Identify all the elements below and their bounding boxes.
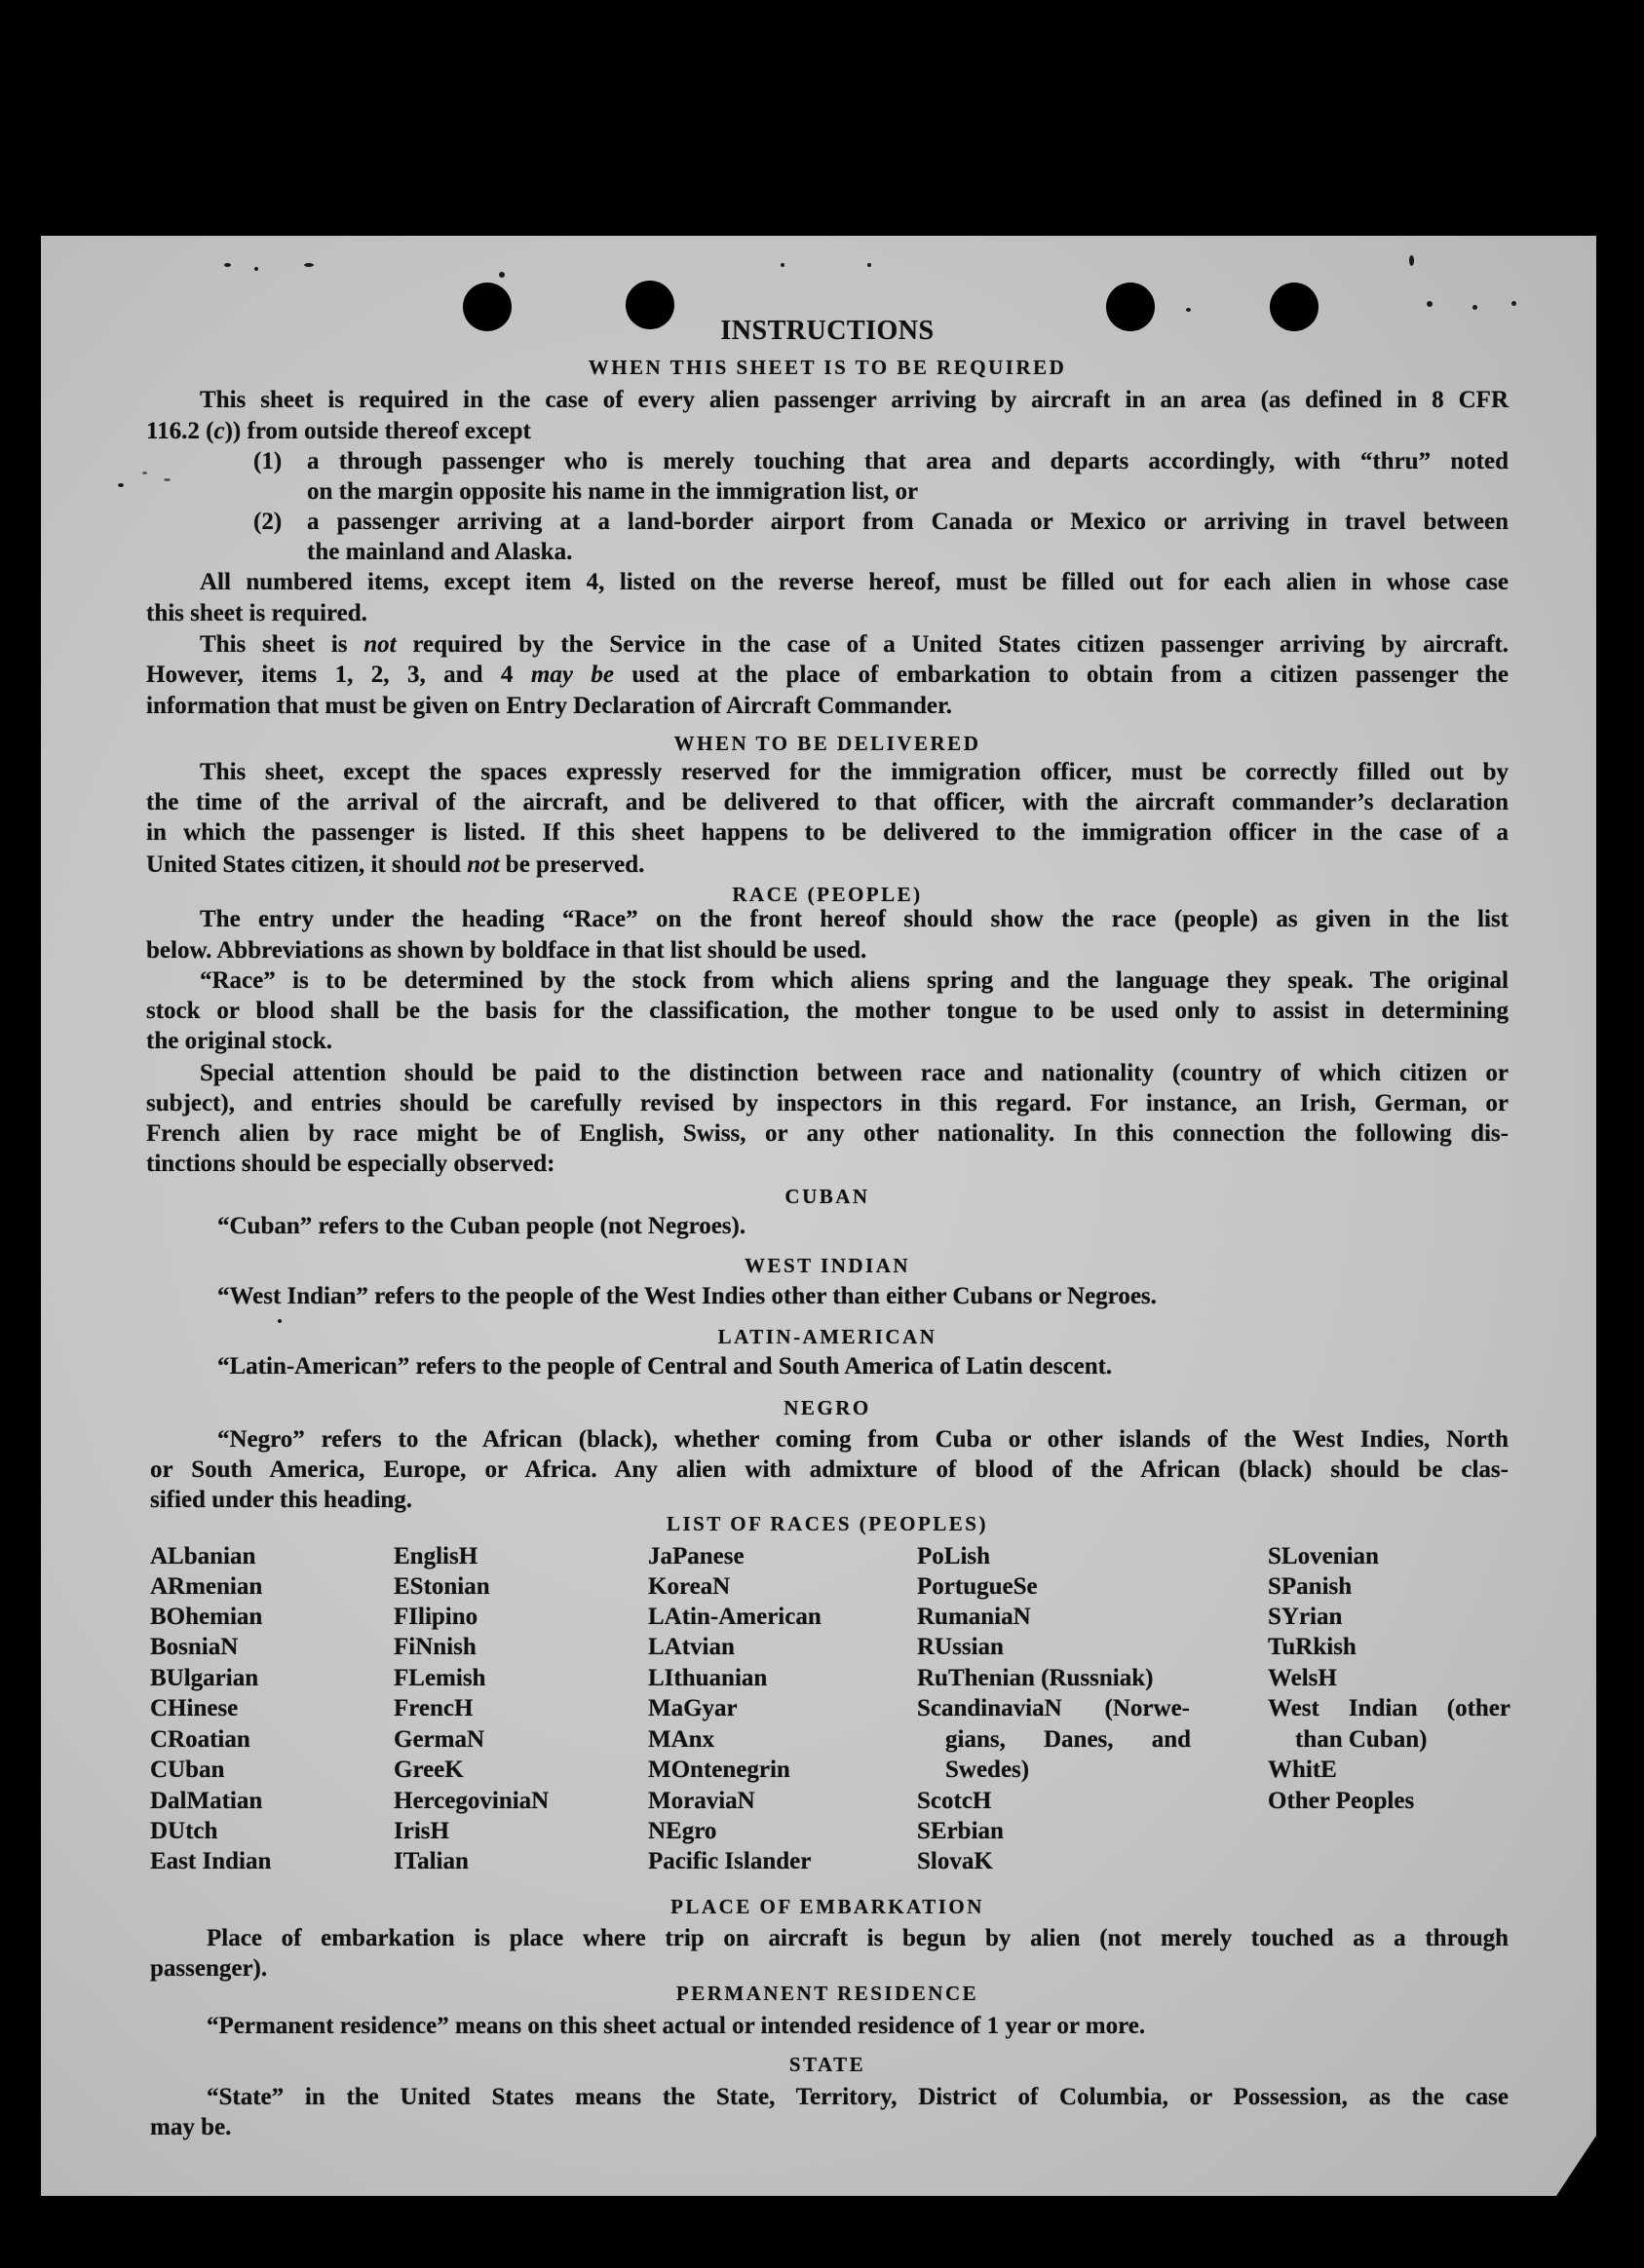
race-list-item: MaGyar	[648, 1695, 738, 1721]
race-list-item: ScotcH	[917, 1788, 992, 1814]
race-list-item: West Indian (other	[1268, 1695, 1510, 1721]
text-run: This sheet is	[200, 631, 364, 658]
race-list-item: Pacific Islander	[648, 1848, 812, 1874]
race-list-item: RuThenian (Russniak)	[917, 1665, 1154, 1691]
race-list-item: ALbanian	[150, 1543, 256, 1569]
paragraph-line	[146, 850, 1509, 881]
section-heading-negro: NEGRO	[784, 1396, 871, 1419]
text-run: 116.2 (	[146, 418, 214, 444]
race-list-item: NEgro	[648, 1818, 717, 1844]
race-list-item: FrencH	[394, 1695, 474, 1721]
paragraph-line: “State” in the United States means the State, Territory, District of Columbia, or Possession, as the case	[207, 2084, 1509, 2110]
paragraph-line: this sheet is required.	[146, 600, 367, 626]
paragraph-line: information that must be given on Entry Declaration of Aircraft Commander.	[146, 693, 953, 719]
race-list-item: MAnx	[648, 1726, 715, 1753]
race-list-item: BUlgarian	[150, 1665, 259, 1691]
section-heading-residence: PERMANENT RESIDENCE	[675, 1982, 979, 2005]
numbered-item-line	[146, 507, 1509, 538]
race-list-item: CHinese	[150, 1695, 239, 1721]
race-list-item: ScandinaviaN (Norwe-	[917, 1695, 1190, 1721]
race-list-item: PoLish	[917, 1543, 991, 1569]
race-list-item: Swedes)	[945, 1757, 1030, 1783]
paragraph-line: This sheet, except the spaces expressly reserved for the immigration officer, must be correctly filled out by	[200, 759, 1509, 785]
race-list-item: LIthuanian	[648, 1665, 768, 1691]
race-list-item: SYrian	[1268, 1604, 1343, 1630]
paragraph-line: “Cuban” refers to the Cuban people (not Negroes).	[217, 1213, 746, 1239]
text-run: However, items 1, 2, 3, and 4	[146, 662, 531, 688]
emphasis-text: not	[467, 851, 500, 878]
instructions-text	[146, 0, 1509, 2268]
section-heading-required: WHEN THIS SHEET IS TO BE REQUIRED	[588, 356, 1067, 379]
race-list-item: EnglisH	[394, 1543, 478, 1569]
paragraph-line: This sheet is required in the case of every alien passenger arriving by aircraft in an area (as defined in 8 CFR	[200, 387, 1509, 413]
race-list-item: CUban	[150, 1757, 225, 1783]
emphasis-text: may be	[530, 662, 614, 688]
race-list-item: WelsH	[1268, 1665, 1337, 1691]
race-list-item: GermaN	[394, 1726, 485, 1753]
paragraph-line: below. Abbreviations as shown by boldface in that list should be used.	[146, 937, 867, 964]
paragraph-line: passenger).	[150, 1955, 268, 1982]
section-heading-state: STATE	[788, 2053, 866, 2076]
race-list-item: ARmenian	[150, 1573, 263, 1600]
paragraph-line: subject), and entries should be carefully revised by inspectors in this regard. For instance, an Irish, German, or	[146, 1090, 1509, 1116]
race-list-item: DUtch	[150, 1818, 218, 1844]
race-list-item: East Indian	[150, 1848, 272, 1874]
race-list-item: IrisH	[394, 1818, 449, 1844]
scan-speck	[118, 483, 124, 487]
section-heading-cuban: CUBAN	[784, 1185, 870, 1208]
race-list-item: ITalian	[394, 1848, 469, 1874]
race-list-item: SlovaK	[917, 1848, 993, 1874]
paragraph-line	[146, 660, 1509, 691]
paragraph-line: “Negro” refers to the African (black), whether coming from Cuba or other islands of the West Indies, North	[217, 1426, 1509, 1453]
race-list-item: TuRkish	[1268, 1634, 1357, 1660]
race-list-item: gians, Danes, and	[945, 1726, 1191, 1753]
race-list-item: DalMatian	[150, 1788, 263, 1814]
numbered-item-line: on the margin opposite his name in the immigration list, or	[307, 478, 919, 505]
paragraph-line: may be.	[150, 2114, 232, 2140]
paragraph-line: “Latin-American” refers to the people of Central and South America of Latin descent.	[217, 1353, 1113, 1380]
race-list-item: SPanish	[1268, 1573, 1353, 1600]
text-run: a through passenger who is merely touching that area and departs accordingly, with “thru” noted	[307, 448, 1509, 474]
page-title: INSTRUCTIONS	[720, 316, 935, 346]
paragraph-line: in which the passenger is listed. If this sheet happens to be delivered to the immigration officer in the case of a	[146, 819, 1509, 846]
section-heading-embarkation: PLACE OF EMBARKATION	[670, 1895, 984, 1918]
paragraph-line: the original stock.	[146, 1028, 332, 1054]
race-list-item: MoraviaN	[648, 1788, 755, 1814]
paragraph-line: Special attention should be paid to the distinction between race and nationality (country of which citizen or	[200, 1060, 1509, 1086]
race-list-item: FiNnish	[394, 1634, 477, 1660]
paragraph-line: All numbered items, except item 4, listed on the reverse hereof, must be filled out for each alien in whose case	[200, 569, 1509, 595]
race-list-item: Other Peoples	[1268, 1788, 1415, 1814]
paragraph-line: Place of embarkation is place where trip on aircraft is begun by alien (not merely touched as a through	[207, 1925, 1509, 1951]
section-heading-west-indian: WEST INDIAN	[744, 1254, 911, 1277]
race-list-item: HercegoviniaN	[394, 1788, 550, 1814]
text-run: be preserved.	[499, 851, 645, 878]
section-heading-race: RACE (PEOPLE)	[732, 883, 923, 906]
race-list-item: GreeK	[394, 1757, 464, 1783]
paragraph-line: “Race” is to be determined by the stock from which aliens spring and the language they speak. The original	[200, 967, 1509, 994]
race-list-item: BosniaN	[150, 1634, 239, 1660]
paragraph-line: stock or blood shall be the basis for the classification, the mother tongue to be used only to assist in determining	[146, 998, 1509, 1024]
section-heading-race-list: LIST OF RACES (PEOPLES)	[667, 1512, 988, 1535]
text-run: a passenger arriving at a land-border airport from Canada or Mexico or arriving in travel between	[307, 509, 1509, 535]
scan-speck	[1511, 301, 1516, 306]
race-list-item: JaPanese	[648, 1543, 745, 1569]
emphasis-text: not	[363, 631, 397, 658]
numbered-item-line	[146, 446, 1509, 477]
paragraph-line	[146, 629, 1509, 661]
race-list-item: CRoatian	[150, 1726, 250, 1753]
paragraph-line: or South America, Europe, or Africa. Any alien with admixture of blood of the African (black) should be clas-	[150, 1456, 1509, 1483]
paragraph-line: sified under this heading.	[150, 1487, 413, 1513]
section-heading-latin-american: LATIN-AMERICAN	[717, 1325, 937, 1348]
paragraph-line: “Permanent residence” means on this sheet actual or intended residence of 1 year or more.	[207, 2013, 1146, 2039]
race-list-item: FIlipino	[394, 1604, 478, 1630]
race-list-item: than Cuban)	[1295, 1726, 1428, 1753]
paragraph-line: tinctions should be especially observed:	[146, 1151, 555, 1177]
race-list-item: SLovenian	[1268, 1543, 1379, 1569]
paragraph-line	[146, 416, 1509, 447]
race-list-item: FLemish	[394, 1665, 486, 1691]
race-list-item: LAtin-American	[648, 1604, 822, 1630]
race-list-item: RumaniaN	[917, 1604, 1031, 1630]
paragraph-line: “West Indian” refers to the people of the West Indies other than either Cubans or Negroes.	[217, 1283, 1157, 1309]
race-list-item: RUssian	[917, 1634, 1004, 1660]
paragraph-line: The entry under the heading “Race” on the front hereof should show the race (people) as given in the list	[200, 906, 1509, 932]
section-heading-delivered: WHEN TO BE DELIVERED	[673, 732, 981, 755]
race-list-item: SErbian	[917, 1818, 1004, 1844]
race-list-item: LAtvian	[648, 1634, 735, 1660]
paragraph-line: French alien by race might be of English, Swiss, or any other nationality. In this connection the following dis-	[146, 1120, 1509, 1147]
text-run: United States citizen, it should	[146, 851, 468, 878]
item-number: (2)	[253, 509, 283, 535]
race-list-item: EStonian	[394, 1573, 490, 1600]
race-list-item: MOntenegrin	[648, 1757, 790, 1783]
emphasis-text: c	[213, 418, 225, 444]
race-list-item: BOhemian	[150, 1604, 263, 1630]
text-run: used at the place of embarkation to obtain from a citizen passenger the	[613, 662, 1509, 688]
race-list-item: KoreaN	[648, 1573, 731, 1600]
item-number: (1)	[253, 448, 283, 474]
text-run: )) from outside thereof except	[224, 418, 531, 444]
numbered-item-line: the mainland and Alaska.	[307, 539, 573, 565]
paragraph-line: the time of the arrival of the aircraft, and be delivered to that officer, with the aircraft commander’s declaration	[146, 789, 1509, 815]
race-list-item: PortugueSe	[917, 1573, 1038, 1600]
text-run: required by the Service in the case of a United States citizen passenger arriving by aircraft.	[396, 631, 1509, 658]
race-list-item: WhitE	[1268, 1757, 1337, 1783]
